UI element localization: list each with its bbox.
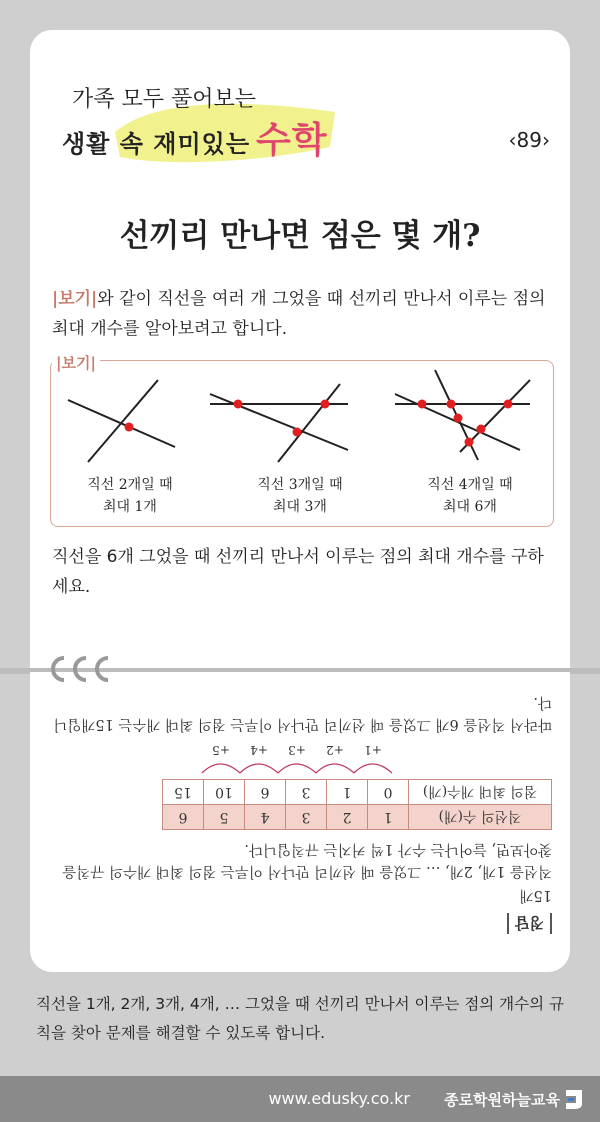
increment-label: +4 — [250, 743, 268, 757]
table-cell: 0 — [368, 780, 409, 805]
footer-bar — [0, 1076, 600, 1122]
question-intro: |보기|와 같이 직선을 여러 개 그었을 때 선끼리 만나서 이루는 점의 최대 개수를 알아보려고 합니다. — [52, 289, 546, 339]
teaching-note: 직선을 1개, 2개, 3개, 4개, … 그었을 때 선끼리 만나서 이루는 점의 개수의 규칙을 찾아 문제를 해결할 수 있도록 합니다. — [36, 995, 565, 1042]
example-caption-3: 직선 4개일 때 최대 6개 — [427, 477, 513, 515]
example-figures — [50, 362, 552, 472]
table-cell: 1 — [327, 780, 368, 805]
example-label: |보기| — [52, 352, 100, 373]
brand-name: 종로학원하늘교육 — [444, 1091, 560, 1109]
answer-value: 15개 — [519, 887, 552, 903]
site-url[interactable]: www.edusky.co.kr — [268, 1089, 410, 1108]
table-cell: 15 — [163, 780, 204, 805]
table-cell: 6 — [163, 805, 204, 830]
figure-four-lines — [395, 370, 530, 460]
brand-logo-icon — [564, 1088, 584, 1110]
increment-label: +2 — [326, 743, 344, 757]
series-title: 생활 속 재미있는 수학 — [62, 120, 328, 161]
issue-number: ‹89› — [508, 128, 550, 152]
increment-label: +1 — [364, 743, 382, 757]
example-caption-1: 직선 2개일 때 최대 1개 — [87, 477, 173, 515]
table-cell: 3 — [286, 805, 327, 830]
table-cell: 4 — [245, 805, 286, 830]
question-main: 직선을 6개 그었을 때 선끼리 만나서 이루는 점의 최대 개수를 구하세요. — [52, 547, 544, 597]
sequence-table — [162, 779, 552, 830]
increment-arrows — [152, 743, 552, 777]
increment-label: +5 — [212, 743, 230, 757]
answer-explanation: 직선을 1개, 2개, … 그었을 때 선끼리 만나서 이루는 점의 최대 개수의 규칙을 찾아보면, 늘어나는 수가 1씩 커지는 규칙입니다. — [62, 841, 552, 879]
figure-two-lines — [68, 380, 175, 462]
table-header-lines: 직선의 수(개) — [409, 805, 552, 830]
increment-label: +3 — [288, 743, 306, 757]
answer-tag: 정답 — [507, 913, 552, 934]
table-header-points: 점의 최대 개수(개) — [409, 780, 552, 805]
page-title: 선끼리 만나면 점은 몇 개? — [119, 218, 481, 254]
series-accent: 수학 — [256, 120, 328, 161]
example-caption-2: 직선 3개일 때 최대 3개 — [257, 477, 343, 515]
example-tag: |보기| — [52, 289, 98, 309]
table-cell: 1 — [368, 805, 409, 830]
table-cell: 10 — [204, 780, 245, 805]
figure-three-lines — [210, 384, 348, 462]
series-subtitle: 가족 모두 풀어보는 — [72, 87, 257, 112]
answer-conclusion: 따라서 직선을 6개 그었을 때 선끼리 만나서 이루는 점의 최대 개수는 15개입니다. — [53, 694, 552, 732]
table-cell: 3 — [286, 780, 327, 805]
answer-section-upside-down — [30, 672, 570, 972]
table-cell: 6 — [245, 780, 286, 805]
table-cell: 2 — [327, 805, 368, 830]
table-cell: 5 — [204, 805, 245, 830]
